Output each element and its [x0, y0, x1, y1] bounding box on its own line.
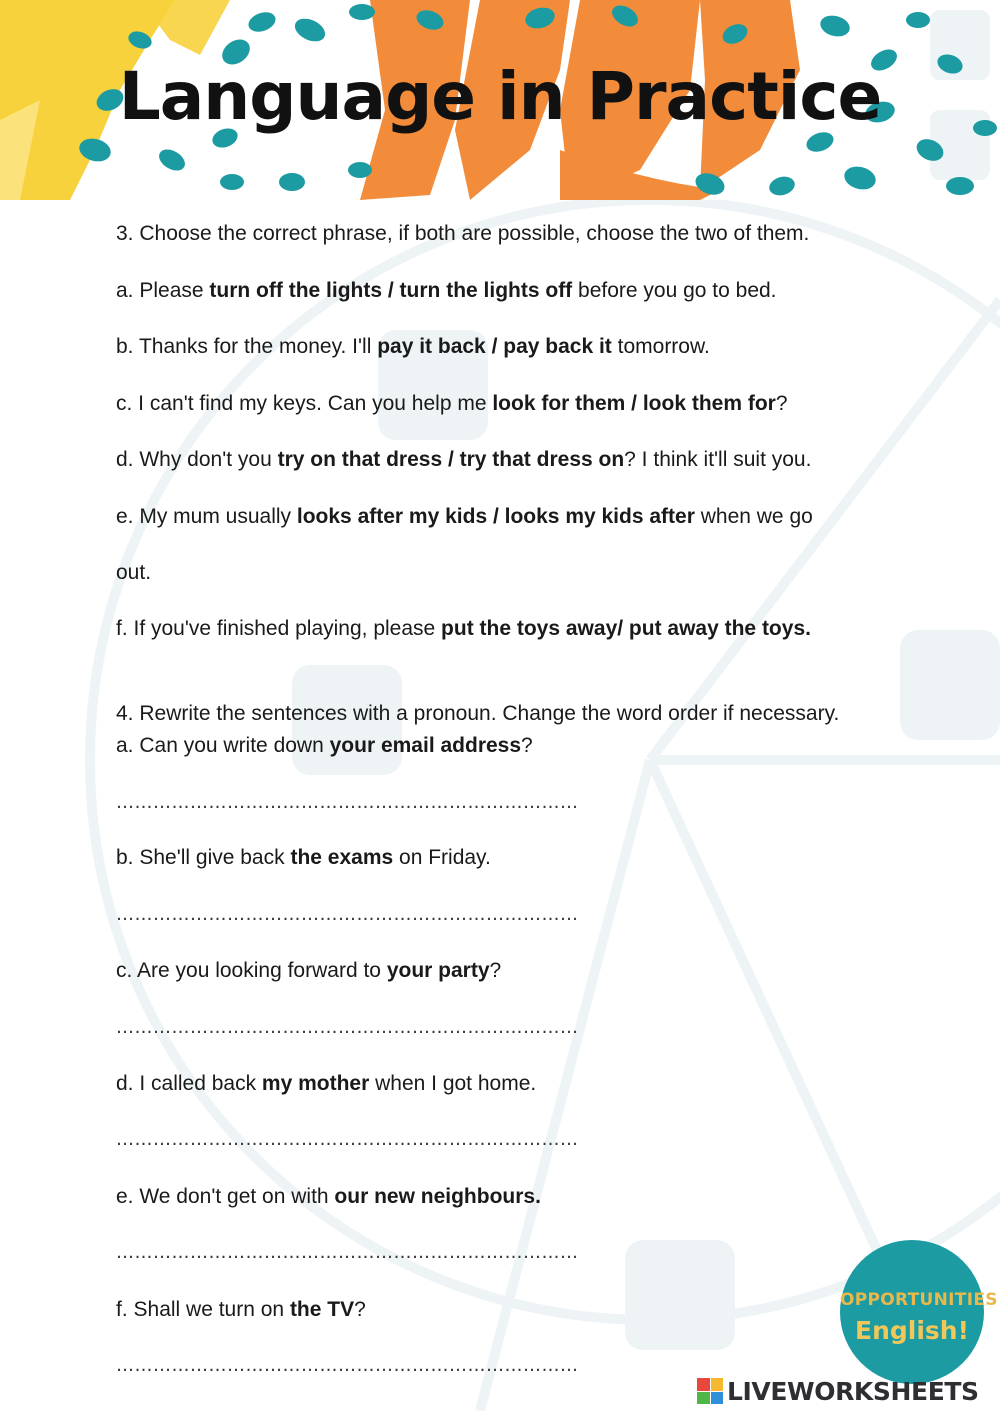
answer-field-d[interactable]: ………………………………………………………………… [116, 1129, 579, 1150]
page-title: Language in Practice [118, 58, 882, 135]
exercise-3-item-d: d. Why don't you try on that dress / try that dress on? I think it'll suit you. [116, 448, 812, 471]
phrase-options[interactable]: look for them / look them for [492, 392, 776, 415]
answer-field-a[interactable]: ………………………………………………………………… [116, 792, 579, 813]
exercise-4-item-f: f. Shall we turn on the TV? [116, 1298, 366, 1321]
exercise-4-item-d: d. I called back my mother when I got home. [116, 1072, 537, 1095]
answer-field-c[interactable]: ………………………………………………………………… [116, 1017, 579, 1038]
exercise-3-item-b: b. Thanks for the money. I'll pay it back / pay back it tomorrow. [116, 335, 710, 358]
exercise-4-item-b: b. She'll give back the exams on Friday. [116, 846, 491, 869]
watermark-text: LIVEWORKSHEETS [727, 1376, 979, 1406]
exercise-4-item-a: a. Can you write down your email address? [116, 734, 533, 757]
phrase-options[interactable]: pay it back / pay back it [377, 335, 612, 358]
exercise-3-item-f: f. If you've finished playing, please put the toys away/ put away the toys. [116, 617, 811, 640]
answer-field-f[interactable]: ………………………………………………………………… [116, 1355, 579, 1376]
phrase-options[interactable]: try on that dress / try that dress on [277, 448, 625, 471]
exercise-3-item-e: e. My mum usually looks after my kids / looks my kids after when we go [116, 505, 813, 528]
badge-line-1: OPPORTUNITIES [840, 1290, 998, 1310]
phrase-options[interactable]: put the toys away/ put away the toys. [441, 617, 811, 640]
exercise-3-item-c: c. I can't find my keys. Can you help me look for them / look them for? [116, 392, 788, 415]
exercise-4-instruction: 4. Rewrite the sentences with a pronoun. Change the word order if necessary. [116, 702, 840, 725]
exercise-3-instruction: 3. Choose the correct phrase, if both are possible, choose the two of them. [116, 222, 810, 245]
exercise-3-item-e-continuation: out. [116, 561, 152, 584]
liveworksheets-watermark [697, 1374, 979, 1408]
phrase-options[interactable]: looks after my kids / looks my kids after [296, 505, 695, 528]
exercise-4-item-e: e. We don't get on with our new neighbours. [116, 1185, 541, 1208]
opportunities-english-badge [840, 1240, 998, 1384]
header-banner [0, 0, 1000, 200]
badge-line-2: English! [855, 1316, 969, 1345]
phrase-options[interactable]: turn off the lights / turn the lights off [209, 279, 573, 302]
answer-field-e[interactable]: ………………………………………………………………… [116, 1242, 579, 1263]
exercise-3-item-a: a. Please turn off the lights / turn the lights off before you go to bed. [116, 279, 777, 302]
answer-field-b[interactable]: ………………………………………………………………… [116, 904, 579, 925]
exercise-4-item-c: c. Are you looking forward to your party? [116, 959, 502, 982]
liveworksheets-logo-icon [697, 1378, 723, 1404]
